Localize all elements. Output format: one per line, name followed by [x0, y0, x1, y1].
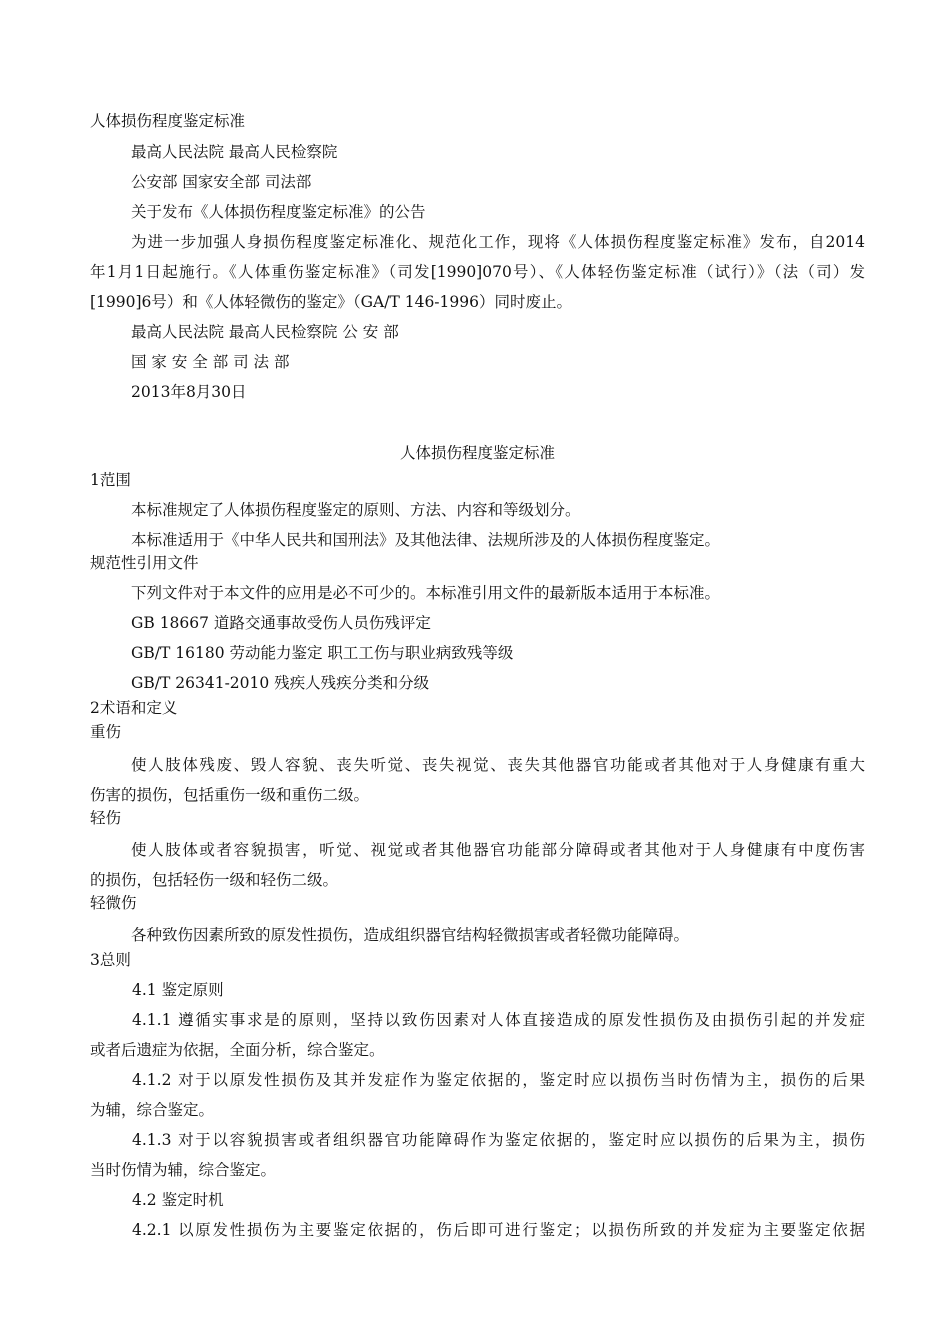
clause-line: 当时伤情为辅，综合鉴定。 [90, 1161, 277, 1179]
notice-title: 关于发布《人体损伤程度鉴定标准》的公告 [131, 203, 426, 221]
signature-line-1: 最高人民法院 最高人民检察院 公 安 部 [131, 323, 399, 341]
clause-line: 4.2.1 以原发性损伤为主要鉴定依据的，伤后即可进行鉴定；以损伤所致的并发症为主要鉴定依据 [132, 1221, 865, 1239]
reference-item: GB/T 16180 劳动能力鉴定 职工工伤与职业病致残等级 [131, 644, 514, 662]
document-title: 人体损伤程度鉴定标准 [399, 444, 555, 462]
issuers-line-1: 最高人民法院 最高人民检察院 [131, 143, 338, 161]
subsection-4-1-heading: 4.1 鉴定原则 [132, 981, 224, 999]
clause-line: 4.1.3 对于以容貌损害或者组织器官功能障碍作为鉴定依据的，鉴定时应以损伤的后果为主，损伤 [132, 1131, 865, 1149]
references-intro: 下列文件对于本文件的应用是必不可少的。本标准引用文件的最新版本适用于本标准。 [131, 584, 721, 602]
term-heading: 轻伤 [90, 809, 122, 827]
section-3-heading: 3总则 [90, 951, 131, 969]
section-2-heading: 2术语和定义 [90, 699, 178, 717]
term-definition-line: 各种致伤因素所致的原发性损伤，造成组织器官结构轻微损害或者轻微功能障碍。 [131, 926, 690, 944]
reference-item: GB 18667 道路交通事故受伤人员伤残评定 [131, 614, 431, 632]
subsection-4-2-heading: 4.2 鉴定时机 [132, 1191, 224, 1209]
notice-body-line-2: 年1月1日起施行。《人体重伤鉴定标准》（司发[1990]070号）、《人体轻伤鉴定标准（试行）》（法（司）发 [90, 263, 865, 281]
references-heading: 规范性引用文件 [90, 554, 199, 572]
signature-line-2: 国 家 安 全 部 司 法 部 [131, 353, 290, 371]
header-title: 人体损伤程度鉴定标准 [90, 112, 246, 130]
issuers-line-2: 公安部 国家安全部 司法部 [131, 173, 312, 191]
term-definition-line: 的损伤，包括轻伤一级和轻伤二级。 [90, 871, 339, 889]
clause-line: 为辅，综合鉴定。 [90, 1101, 215, 1119]
section-1-heading: 1范围 [90, 471, 131, 489]
notice-date: 2013年8月30日 [131, 383, 247, 401]
notice-body-line-1: 为进一步加强人身损伤程度鉴定标准化、规范化工作，现将《人体损伤程度鉴定标准》发布，自2014 [131, 233, 865, 251]
term-definition-line: 伤害的损伤，包括重伤一级和重伤二级。 [90, 786, 370, 804]
term-heading: 重伤 [90, 723, 122, 741]
term-definition-line: 使人肢体残废、毁人容貌、丧失听觉、丧失视觉、丧失其他器官功能或者其他对于人身健康有重大 [131, 756, 865, 774]
clause-line: 或者后遗症为依据，全面分析，综合鉴定。 [90, 1041, 385, 1059]
term-definition-line: 使人肢体或者容貌损害，听觉、视觉或者其他器官功能部分障碍或者其他对于人身健康有中度伤害 [131, 841, 865, 859]
notice-body-line-3: [1990]6号）和《人体轻微伤的鉴定》（GA/T 146-1996）同时废止。 [90, 293, 572, 311]
reference-item: GB/T 26341-2010 残疾人残疾分类和分级 [131, 674, 430, 692]
clause-line: 4.1.2 对于以原发性损伤及其并发症作为鉴定依据的，鉴定时应以损伤当时伤情为主，损伤的后果 [132, 1071, 865, 1089]
section-1-paragraph-2: 本标准适用于《中华人民共和国刑法》及其他法律、法规所涉及的人体损伤程度鉴定。 [131, 531, 721, 549]
term-heading: 轻微伤 [90, 894, 137, 912]
section-1-paragraph-1: 本标准规定了人体损伤程度鉴定的原则、方法、内容和等级划分。 [131, 501, 581, 519]
clause-line: 4.1.1 遵循实事求是的原则，坚持以致伤因素对人体直接造成的原发性损伤及由损伤引起的并发症 [132, 1011, 865, 1029]
